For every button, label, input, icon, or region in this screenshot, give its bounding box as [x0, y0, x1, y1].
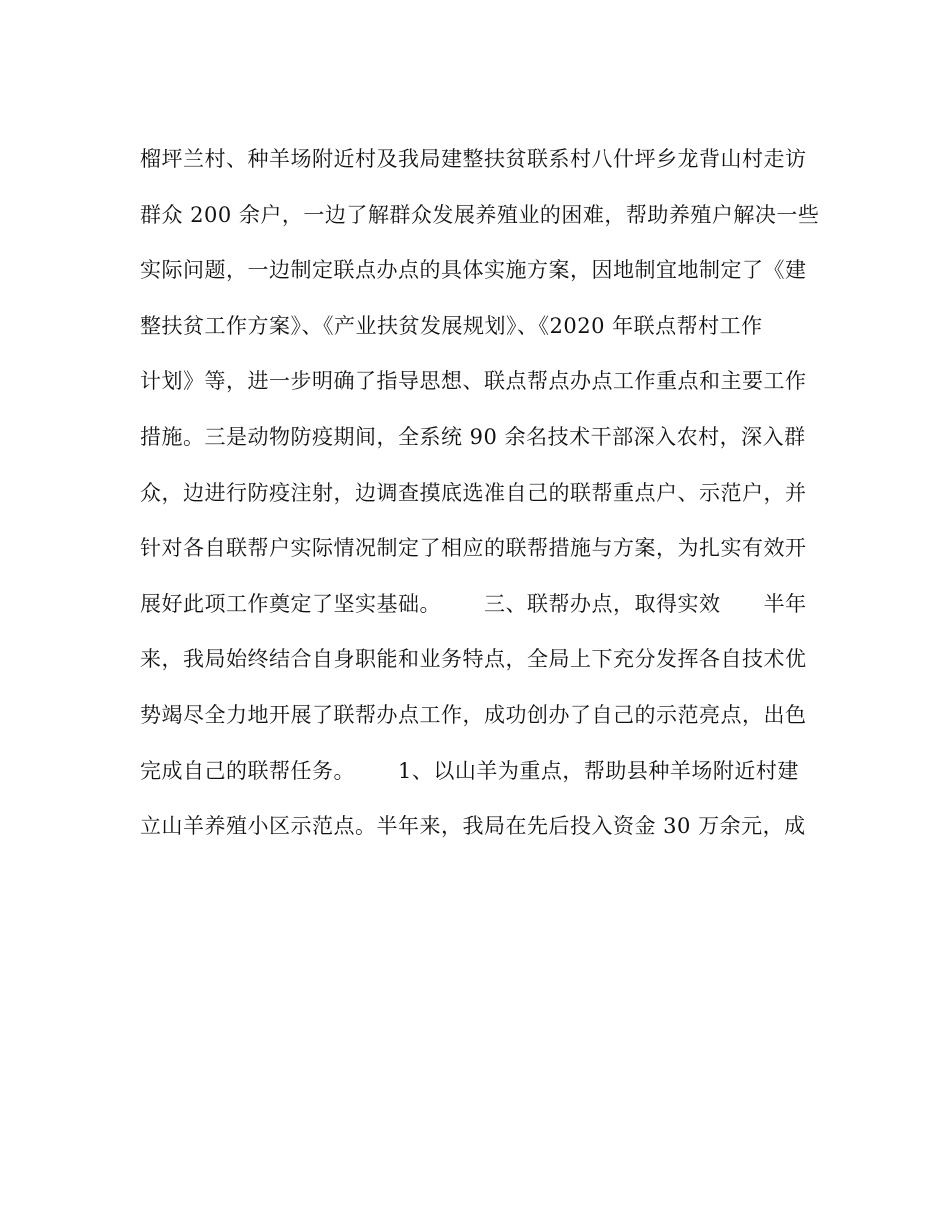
text-line-13: 立山羊养殖小区示范点。半年来，我局在先后投入资金 30 万余元，成	[140, 814, 806, 839]
text-line-3: 实际问题，一边制定联点办点的具体实施方案，因地制宜地制定了《建	[140, 258, 807, 283]
text-line-2: 群众 200 余户，一边了解群众发展养殖业的困难，帮助养殖户解决一些	[140, 202, 820, 227]
text-line-10: 来，我局始终结合自身职能和业务特点，全局上下充分发挥各自技术优	[140, 647, 807, 672]
text-line-11: 势竭尽全力地开展了联帮办点工作，成功创办了自己的示范亮点，出色	[140, 702, 807, 727]
document-body	[140, 132, 830, 855]
text-line-8: 针对各自联帮户实际情况制定了相应的联帮措施与方案，为扎实有效开	[140, 536, 807, 561]
text-line-6: 措施。三是动物防疫期间，全系统 90 余名技术干部深入农村，深入群	[140, 424, 806, 449]
text-line-12: 完成自己的联帮任务。 1、以山羊为重点，帮助县种羊场附近村建	[140, 758, 799, 783]
text-line-7: 众，边进行防疫注射，边调查摸底选准自己的联帮重点户、示范户，并	[140, 480, 807, 505]
text-line-4: 整扶贫工作方案》、《产业扶贫发展规划》、《2020 年联点帮村工作	[140, 313, 763, 338]
text-line-5: 计划》等，进一步明确了指导思想、联点帮点办点工作重点和主要工作	[140, 369, 807, 394]
text-line-1: 榴坪兰村、种羊场附近村及我局建整扶贫联系村八什坪乡龙背山村走访	[140, 147, 807, 171]
text-line-9: 展好此项工作奠定了坚实基础。 三、联帮办点，取得实效 半年	[140, 591, 807, 616]
